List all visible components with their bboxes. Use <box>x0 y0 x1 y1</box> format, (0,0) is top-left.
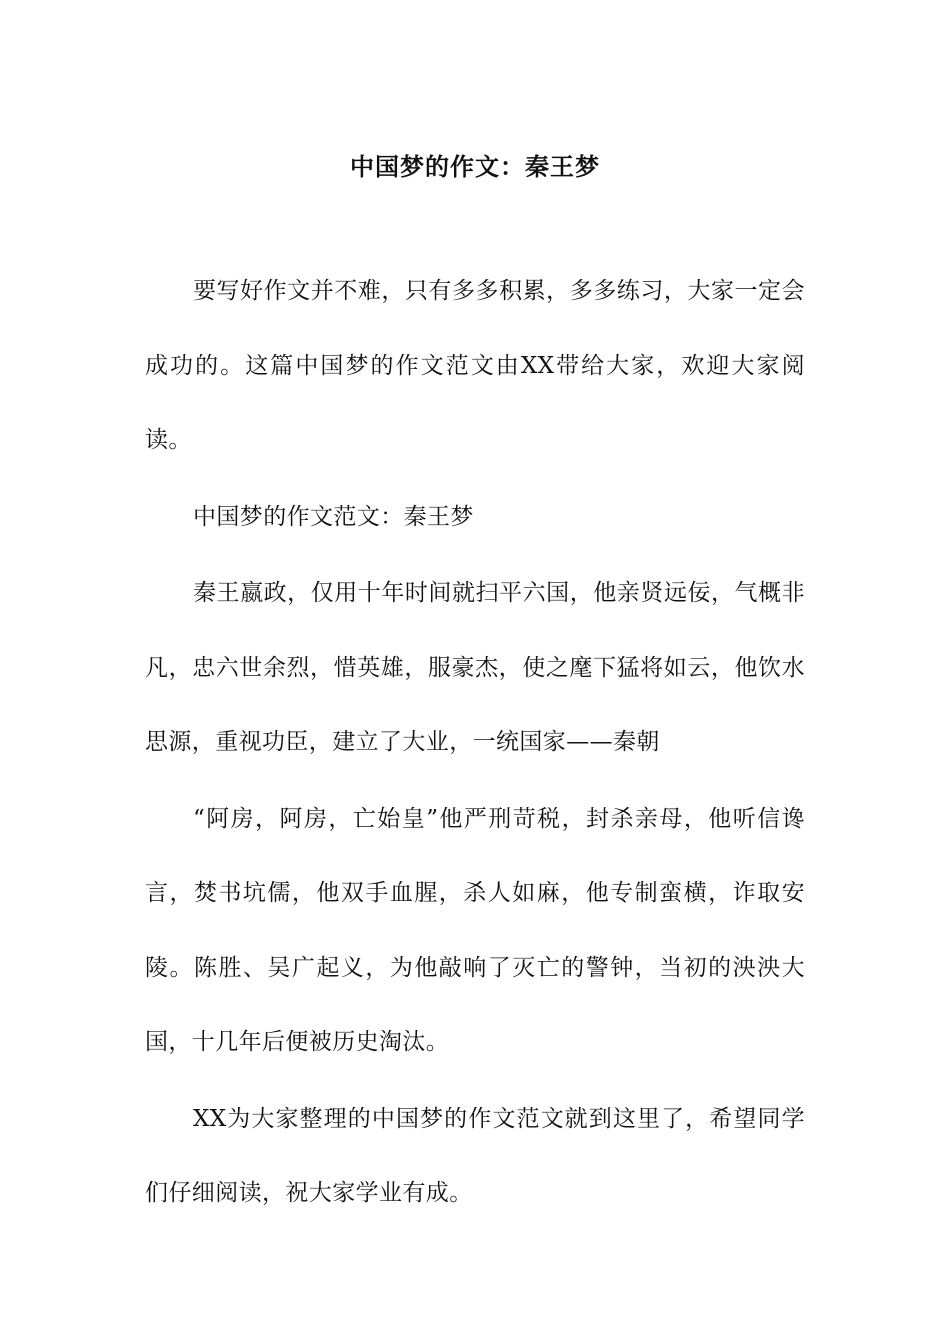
essay-paragraph-1: 秦王嬴政，仅用十年时间就扫平六国，他亲贤远佞，气概非凡，忠六世余烈，惜英雄，服豪杰，使之麾下猛将如云，他饮水思源，重视功臣，建立了大业，一统国家——秦朝 <box>145 580 805 755</box>
document-body <box>145 254 805 1233</box>
intro-paragraph: 要写好作文并不难，只有多多积累，多多练习，大家一定会成功的。这篇中国梦的作文范文由XX带给大家，欢迎大家阅读。 <box>145 278 805 453</box>
essay-paragraph-2: “阿房，阿房，亡始皇”他严刑苛税，封杀亲母，他听信谗言，焚书坑儒，他双手血腥，杀人如麻，他专制蛮横，诈取安陵。陈胜、吴广起义，为他敲响了灭亡的警钟，当初的泱泱大国，十几年后便被历史淘汰。 <box>145 805 805 1055</box>
document-title: 中国梦的作文：秦王梦 <box>350 152 600 182</box>
essay-subtitle: 中国梦的作文范文：秦王梦 <box>193 503 474 530</box>
closing-paragraph: XX为大家整理的中国梦的作文范文就到这里了，希望同学们仔细阅读，祝大家学业有成。 <box>145 1105 805 1206</box>
